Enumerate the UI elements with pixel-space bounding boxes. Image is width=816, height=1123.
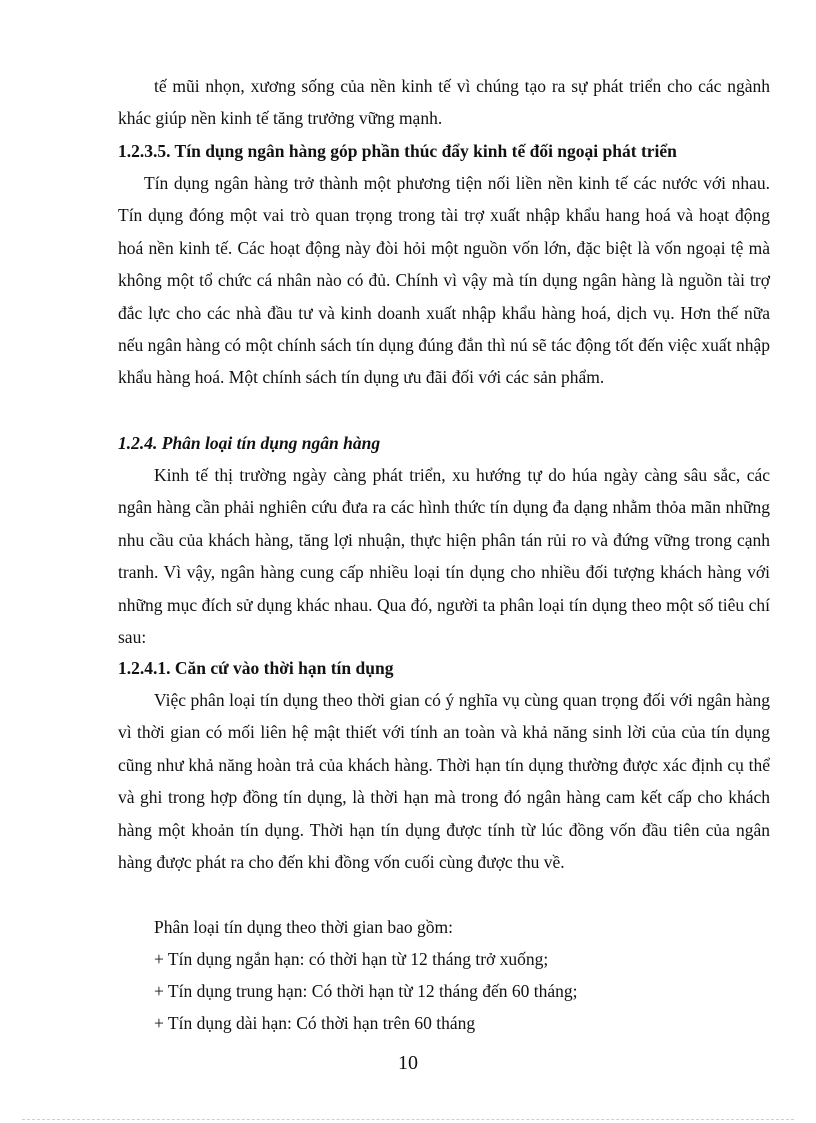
heading-1-2-3-5: 1.2.3.5. Tín dụng ngân hàng góp phần thúc đẩy kinh tế đối ngoại phát triển [118, 141, 677, 161]
paragraph-economy-backbone: tế mũi nhọn, xương sống của nền kinh tế vì chúng tạo ra sự phát triển cho các ngành khác giúp nền kinh tế tăng trưởng vững mạnh. [118, 76, 770, 129]
heading-1-2-4-1: 1.2.4.1. Căn cứ vào thời hạn tín dụng [118, 658, 394, 678]
paragraph-foreign-trade-credit: Tín dụng ngân hàng trở thành một phương tiện nối liền nền kinh tế các nước với nhau. Tín dụng đóng một vai trò quan trọng trong tài trợ xuất nhập khẩu hang hoá và hoạt động hoá nền kinh tế. Các hoạt động này đòi hỏi một nguồn vốn lớn, đặc biệt là vốn ngoại tệ mà không một tổ chức cá nhân nào có đủ. Chính vì vậy mà tín dụng ngân hàng là nguồn tài trợ đắc lực cho các nhà đầu tư và kinh doanh xuất nhập khẩu hàng hoá, dịch vụ. Hơn thế nữa nếu ngân hàng có một chính sách tín dụng đúng đắn thì nú sẽ tác động tốt đến việc xuất nhập khẩu hàng hoá. Một chính sách tín dụng ưu đãi đối với các sản phẩm. [118, 173, 770, 388]
list-item-medium-term: + Tín dụng trung hạn: Có thời hạn từ 12 tháng đến 60 tháng; [154, 981, 578, 1001]
page-bottom-divider [22, 1119, 794, 1120]
heading-1-2-4: 1.2.4. Phân loại tín dụng ngân hàng [118, 433, 381, 453]
paragraph-credit-term: Việc phân loại tín dụng theo thời gian có ý nghĩa vụ cùng quan trọng đối với ngân hàng vì thời gian có mối liên hệ mật thiết với tính an toàn và khả năng sinh lời của của tín dụng cũng như khả năng hoàn trả của khách hàng. Thời hạn tín dụng thường được xác định cụ thể và ghi trong hợp đồng tín dụng, là thời hạn mà trong đó ngân hàng cam kết cấp cho khách hàng một khoản tín dụng. Thời hạn tín dụng được tính từ lúc đồng vốn đầu tiên của ngân hàng được phát ra cho đến khi đồng vốn cuối cùng được thu về. [118, 690, 770, 873]
list-item-long-term: + Tín dụng dài hạn: Có thời hạn trên 60 tháng [154, 1013, 476, 1033]
page-number: 10 [398, 1052, 418, 1074]
list-item-short-term: + Tín dụng ngắn hạn: có thời hạn từ 12 tháng trở xuống; [154, 949, 549, 969]
paragraph-classification-intro: Phân loại tín dụng theo thời gian bao gồm: [154, 917, 453, 937]
paragraph-market-economy: Kinh tế thị trường ngày càng phát triển, xu hướng tự do húa ngày càng sâu sắc, các ngân hàng cần phải nghiên cứu đưa ra các hình thức tín dụng đa dạng nhằm thỏa mãn những nhu cầu của khách hàng, tăng lợi nhuận, thực hiện phân tán rủi ro và đứng vững trong cạnh tranh. Vì vậy, ngân hàng cung cấp nhiều loại tín dụng cho nhiều đối tượng khách hàng với những mục đích sử dụng khác nhau. Qua đó, người ta phân loại tín dụng theo một số tiêu chí sau: [118, 465, 770, 648]
